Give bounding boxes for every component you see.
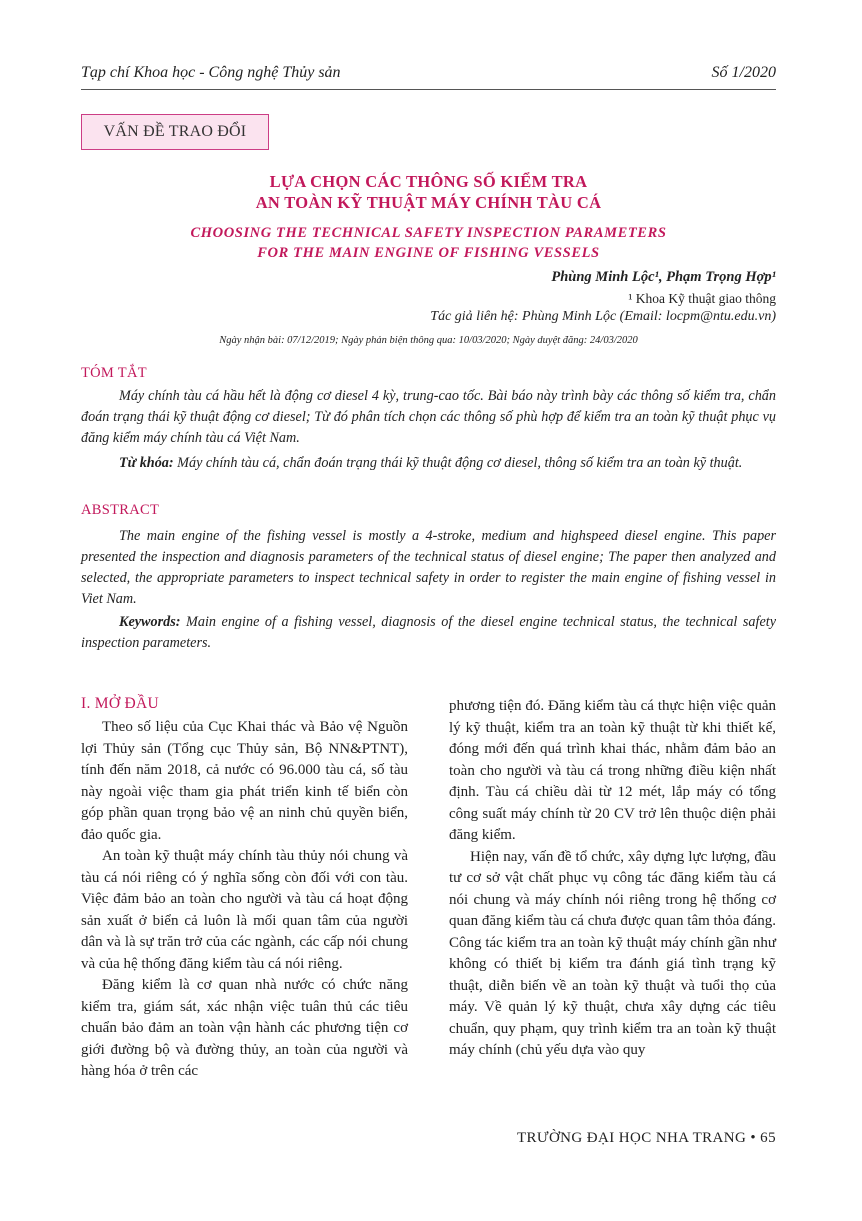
publication-dates: Ngày nhận bài: 07/12/2019; Ngày phản biện thông qua: 10/03/2020; Ngày duyệt đăng: 24/03/2020 [219,335,638,346]
title-en-line2: FOR THE MAIN ENGINE OF FISHING VESSELS [257,245,600,261]
journal-title: Tạp chí Khoa học - Công nghệ Thủy sản [81,64,341,81]
abstract-text [81,526,776,610]
abstract-keywords-label: Keywords: [119,614,181,630]
abstract-heading: ABSTRACT [81,502,160,518]
intro-continuation: phương tiện đó. Đăng kiểm tàu cá thực hiện việc quản lý kỹ thuật, kiểm tra an toàn kỹ thuật từ khi thiết kế, đóng mới đến quá trình khai thác, nhằm đảm bảo an toàn cho người và tàu cá trong những điều kiện nhất định. Tàu cá chiều dài từ 12 mét, lắp máy có tổng công suất máy chính từ 20 CV trở lên thuộc diện phải đăng kiểm. [449,698,776,843]
summary-heading: TÓM TẮT [81,365,147,381]
summary-body: Máy chính tàu cá hầu hết là động cơ diesel 4 kỳ, trung-cao tốc. Bài báo này trình bày các thông số kiểm tra, chẩn đoán trạng thái kỹ thuật động cơ diesel; Từ đó phân tích chọn các thông số phù hợp để kiểm tra an toàn kỹ thuật phục vụ đăng kiểm máy chính tàu cá Việt Nam. [81,388,776,446]
affiliation: ¹ Khoa Kỹ thuật giao thông [628,291,776,306]
summary-keywords-text: Máy chính tàu cá, chẩn đoán trạng thái kỹ thuật động cơ diesel, thông số kiểm tra an toàn kỹ thuật. [177,455,743,471]
summary-text [81,386,776,449]
abstract-keywords-text: Main engine of a fishing vessel, diagnosis of the diesel engine technical status, the technical safety inspection parameters. [81,614,777,651]
summary-keywords-label: Từ khóa: [119,455,174,471]
title-vi-line1: LỰA CHỌN CÁC THÔNG SỐ KIỂM TRA [269,172,588,191]
issue-number: Số 1/2020 [711,64,776,81]
right-column [449,696,776,1062]
title-vi-line2: AN TOÀN KỸ THUẬT MÁY CHÍNH TÀU CÁ [255,193,602,212]
abstract-body: The main engine of the fishing vessel is mostly a 4-stroke, medium and highspeed diesel engine. This paper presented the inspection and diagnosis parameters of the technical status of diesel engine; The paper then analyzed and selected, the appropriate parameters to inspect technical safety in order to register the main engine of fishing vessel in Viet Nam. [81,528,776,607]
authors: Phùng Minh Lộc¹, Phạm Trọng Hợp¹ [551,269,776,285]
page-footer: TRƯỜNG ĐẠI HỌC NHA TRANG • 65 [516,1130,776,1146]
intro-paragraph-2: An toàn kỹ thuật máy chính tàu thủy nói chung và tàu cá nói riêng có ý nghĩa sống còn đối với con tàu. Việc đảm bảo an toàn cho người và tàu cá hoạt động sản xuất ở biển cả luôn là mối quan tâm của người dân và là sự trăn trở của các ngành, các cấp nói chung và của hệ thống đăng kiểm tàu cá nói riêng. [81,848,408,972]
title-en-line1: CHOOSING THE TECHNICAL SAFETY INSPECTION PARAMETERS [190,225,667,241]
intro-paragraph-3: Đăng kiểm là cơ quan nhà nước có chức năng kiểm tra, giám sát, xác nhận việc tuân thủ các tiêu chuẩn bảo đảm an toàn vận hành các phương tiện cơ giới đường bộ và đường thủy, an toàn của người và hàng hóa ở trên các [81,977,408,1079]
abstract-keywords [81,612,776,654]
intro-paragraph-1: Theo số liệu của Cục Khai thác và Bảo vệ Nguồn lợi Thủy sản (Tổng cục Thủy sản, Bộ NN&PTNT), tính đến năm 2018, cả nước có 96.000 tàu cá, số tàu này ngoài việc tham gia phát triển kinh tế biển còn góp phần quan trọng bảo vệ an ninh chủ quyền biển, đảo quốc gia. [81,719,408,843]
summary-keywords [81,453,776,474]
header-divider [81,89,776,90]
section-label: VẤN ĐỀ TRAO ĐỔI [81,114,269,150]
intro-heading: I. MỞ ĐẦU [81,695,160,712]
intro-paragraph-4: Hiện nay, vấn đề tổ chức, xây dựng lực lượng, đầu tư cơ sở vật chất phục vụ công tác đăng kiểm tàu cá nói chung và máy chính nói riêng trong hệ thống cơ quan đăng kiểm tàu cá chưa được quan tâm thỏa đáng. Công tác kiểm tra an toàn kỹ thuật máy chính gần như không có thiết bị kiểm tra đánh giá tình trạng kỹ thuật, diễn biến về an toàn kỹ thuật và tuổi thọ của máy. Về quản lý kỹ thuật, chưa xây dựng các tiêu chuẩn, quy phạm, quy trình kiểm tra an toàn kỹ thuật máy chính (chủ yếu dựa vào quy [449,848,776,1058]
left-column [81,717,408,1083]
contact-info: Tác giả liên hệ: Phùng Minh Lộc (Email: locpm@ntu.edu.vn) [430,309,776,324]
